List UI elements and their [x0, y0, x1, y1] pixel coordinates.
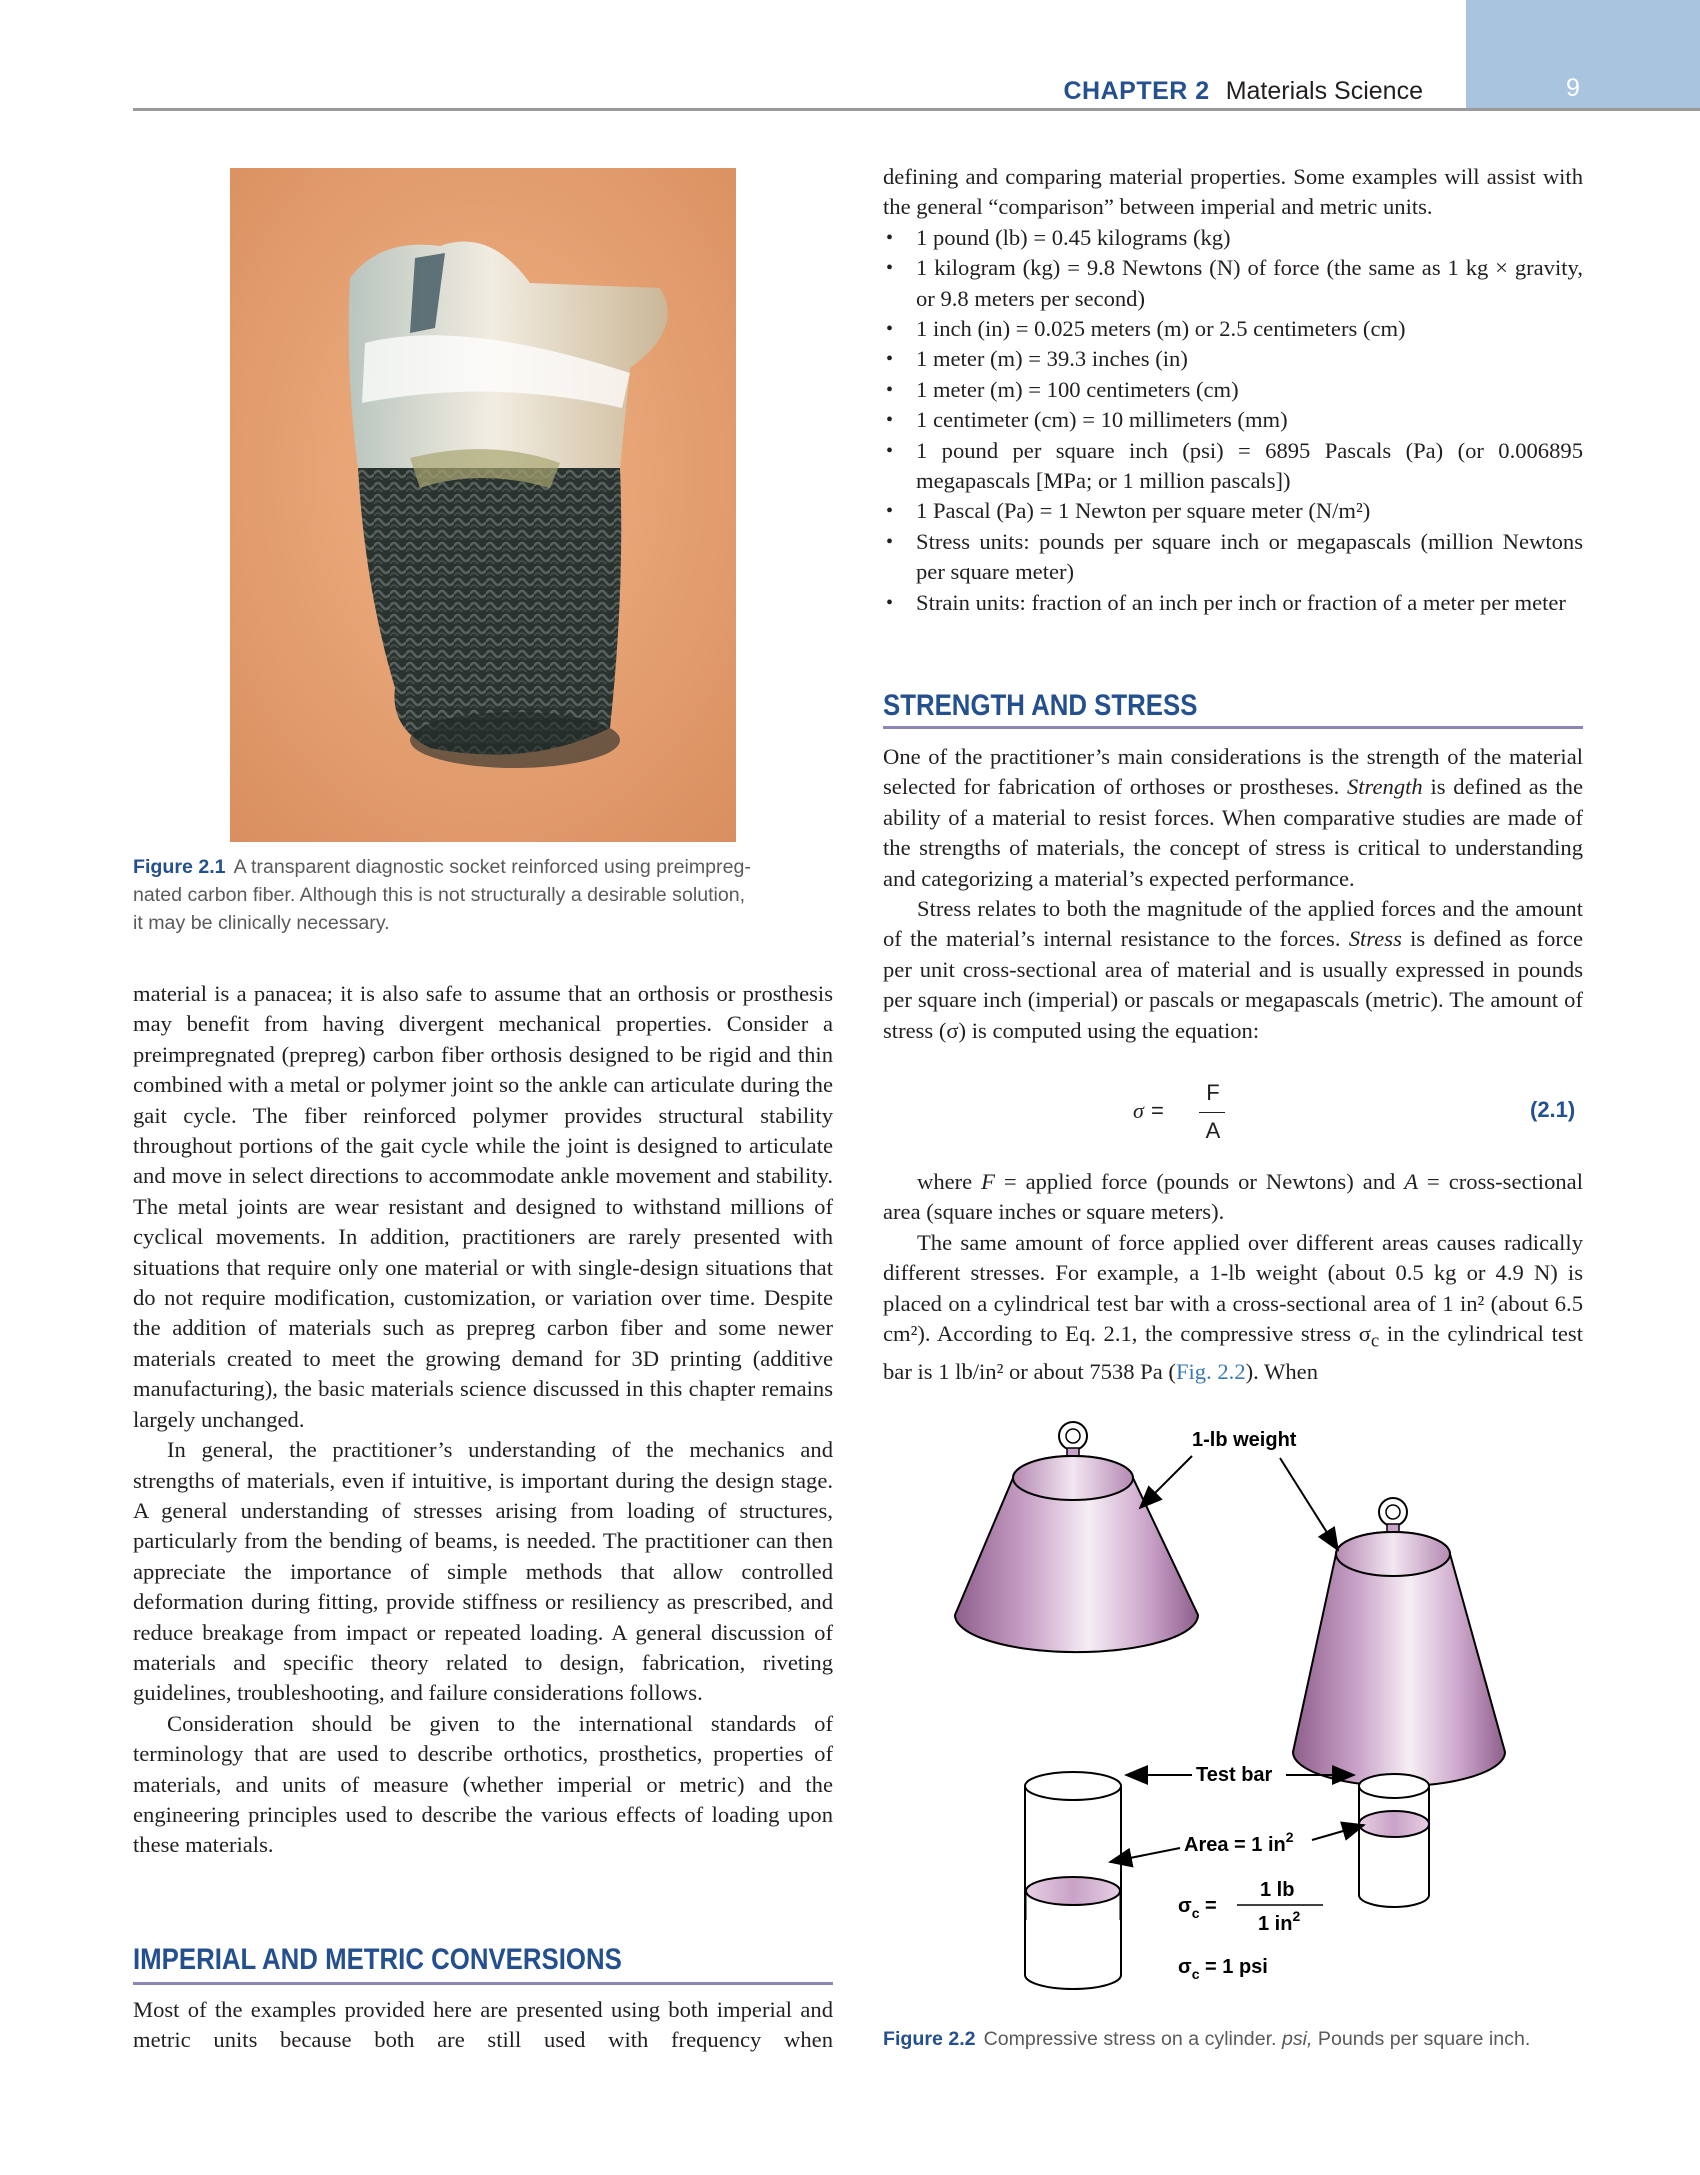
figure-2-1-photo: [230, 168, 736, 842]
paragraph: Stress relates to both the magnitude of the applied forces and the amount of the material’s internal resistance to the forces. Stress is defined as force per unit cross-sectional area of material and is usually expressed in pounds per square inch (imperial) or pascals or megapascals (metric). The amount of stress (σ) is computed using the equation:: [883, 896, 1583, 1043]
figure-2-1-caption: [133, 853, 833, 937]
list-item: • Strain units: fraction of an inch per inch or fraction of a meter per meter: [883, 588, 1583, 618]
where-text: [883, 1167, 1583, 1387]
list-item: • 1 pound (lb) = 0.45 kilograms (kg): [883, 223, 1583, 253]
right-column-conversions: [883, 162, 1583, 618]
carbon-fiber-socket-image: [230, 168, 736, 842]
paragraph: In general, the practitioner’s understanding of the mechanics and strengths of materials, even if intuitive, is important during the design stage. A general understanding of stresses arising from loading of structures, particularly from the bending of beams, is needed. The practitioner can then appreciate the importance of simple methods that allow controlled deformation during fitting, provide stiffness or resiliency as prescribed, and reduce breakage from impact or repeated loading. A general discussion of materials and specific theory related to design, fabrication, riveting guidelines, troubleshooting, and failure considerations follows.: [133, 1437, 833, 1706]
equation-numerator: F: [1206, 1080, 1220, 1105]
figure-2-2-caption: Figure 2.2 Compressive stress on a cylinder. psi, Pounds per square inch.: [883, 2028, 1531, 2050]
stress-symbol: $\sigma_c$ =: [1178, 1895, 1217, 1921]
section-rule: [133, 1982, 833, 1985]
figure-2-2-diagram: [880, 1400, 1580, 2010]
paragraph: Consideration should be given to the international standards of terminology that are used to describe orthotics, prosthetics, properties of materials, and units of measure (whether imperial or metric) and the engineering principles used to describe the various effects of loading upon these materials.: [133, 1710, 833, 1858]
paragraph: The same amount of force applied over different areas causes radically different stresses. For example, a 1-lb weight (about 0.5 kg or 4.9 N) is placed on a cylindrical test bar with a cross-sectional area of 1 in² (about 6.5 cm²). According to Eq. 2.1, the compressive stress $\sigma_c$ in the cylindrical test bar is 1 lb/in² or about 7538 Pa (Fig. 2.2). When: [883, 1229, 1583, 1384]
left-column-text: [133, 979, 833, 1861]
weight-label: 1-lb weight: [1192, 1429, 1297, 1451]
figure-label: Figure 2.2: [883, 2028, 976, 2050]
weight-arrow-right: [1280, 1458, 1338, 1550]
test-bar-label: Test bar: [1196, 1764, 1273, 1786]
paragraph-conversions: Most of the examples provided here are presented using both imperial and metric units because both are still used with frequency when: [133, 1997, 833, 2053]
fraction-bar: [1199, 1112, 1225, 1113]
right-test-bar: [1359, 1774, 1429, 1907]
strength-text: [883, 742, 1583, 1046]
paragraph: defining and comparing material properties. Some examples will assist with the general “comparison” between imperial and metric units.: [883, 164, 1583, 220]
right-weight: [1293, 1498, 1505, 1786]
caption-line-2: nated carbon fiber. Although this is not structurally a desirable solution,: [133, 884, 746, 906]
list-item: • 1 meter (m) = 39.3 inches (in): [883, 344, 1583, 374]
section-rule: [883, 726, 1583, 729]
fraction-numerator: 1 lb: [1260, 1879, 1295, 1901]
list-item: • 1 inch (in) = 0.025 meters (m) or 2.5 centimeters (cm): [883, 314, 1583, 344]
caption-line-3: it may be clinically necessary.: [133, 912, 390, 934]
header-rule: [133, 108, 1700, 111]
equation-equals: =: [1151, 1098, 1164, 1123]
running-header: [1064, 74, 1424, 108]
figure-label: Figure 2.1: [133, 856, 226, 878]
equation-number: (2.1): [1530, 1097, 1576, 1122]
stress-result: $\sigma_c = 1$ psi: [1178, 1956, 1268, 1982]
page-number: 9: [1566, 74, 1580, 102]
area-label: Area = 1 $in^2$: [1184, 1829, 1294, 1856]
list-item: • 1 meter (m) = 100 centimeters (cm): [883, 375, 1583, 405]
left-weight: [955, 1422, 1198, 1652]
equation-2-1: [1133, 1076, 1243, 1146]
compressive-stress-diagram: [880, 1400, 1580, 2010]
paragraph: where F = applied force (pounds or Newtons) and A = cross-sectional area (square inches or square meters).: [883, 1169, 1583, 1225]
paragraph: material is a panacea; it is also safe to assume that an orthosis or prosthesis may benefit from having divergent mechanical properties. Consider a preimpregnated (prepreg) carbon fiber orthosis designed to be rigid and thin combined with a metal or polymer joint so the ankle can articulate during the gait cycle. The fiber reinforced polymer provides structural stability throughout portions of the gait cycle while the joint is designed to articulate and move in select directions to accommodate ankle movement and stability. The metal joints are wear resistant and designed to withstand millions of cyclical movements. In addition, practitioners are rarely presented with situations that require only one material or with single-design situations that do not require modification, customization, or variation over time. Despite the addition of materials such as prepreg carbon fiber and some newer materials created to meet the growing demand for 3D printing (additive manufacturing), the basic materials science discussed in this chapter remains largely unchanged.: [133, 981, 833, 1432]
list-item: • 1 pound per square inch (psi) = 6895 Pascals (Pa) (or 0.006895 megapascals [MPa; or 1 million pascals]): [883, 436, 1583, 497]
area-arrow-right: [1312, 1825, 1364, 1840]
equation-denominator: A: [1205, 1118, 1221, 1143]
figure-link[interactable]: Fig. 2.2: [1175, 1358, 1246, 1384]
section-heading-conversions: IMPERIAL AND METRIC CONVERSIONS: [133, 1943, 622, 1976]
caption-line-1: Figure 2.1 A transparent diagnostic socket reinforced using preimpreg-: [133, 856, 751, 878]
list-item: • 1 Pascal (Pa) = 1 Newton per square meter (N/m²): [883, 496, 1583, 526]
section-heading-strength: STRENGTH AND STRESS: [883, 689, 1198, 722]
paragraph: One of the practitioner’s main considerations is the strength of the material selected for fabrication of orthoses or prostheses. Strength is defined as the ability of a material to resist forces. When comparative studies are made of the strengths of materials, the concept of stress is critical to understanding and categorizing a material’s expected performance.: [883, 744, 1583, 891]
chapter-label: CHAPTER 2: [1063, 77, 1210, 105]
page-number-tab: [1466, 0, 1700, 108]
list-item: • Stress units: pounds per square inch or megapascals (million Newtons per square meter): [883, 527, 1583, 588]
list-item: • 1 centimeter (cm) = 10 millimeters (mm): [883, 405, 1583, 435]
fraction-denominator: 1 $in^2$: [1258, 1908, 1301, 1935]
list-item: • 1 kilogram (kg) = 9.8 Newtons (N) of force (the same as 1 kg × gravity, or 9.8 meters per second): [883, 253, 1583, 314]
weight-arrow-left: [1140, 1456, 1192, 1508]
conversion-list: [883, 223, 1583, 618]
left-test-bar: [1025, 1772, 1121, 1989]
chapter-title: Materials Science: [1225, 77, 1423, 105]
equation-sigma: σ: [1133, 1098, 1144, 1123]
